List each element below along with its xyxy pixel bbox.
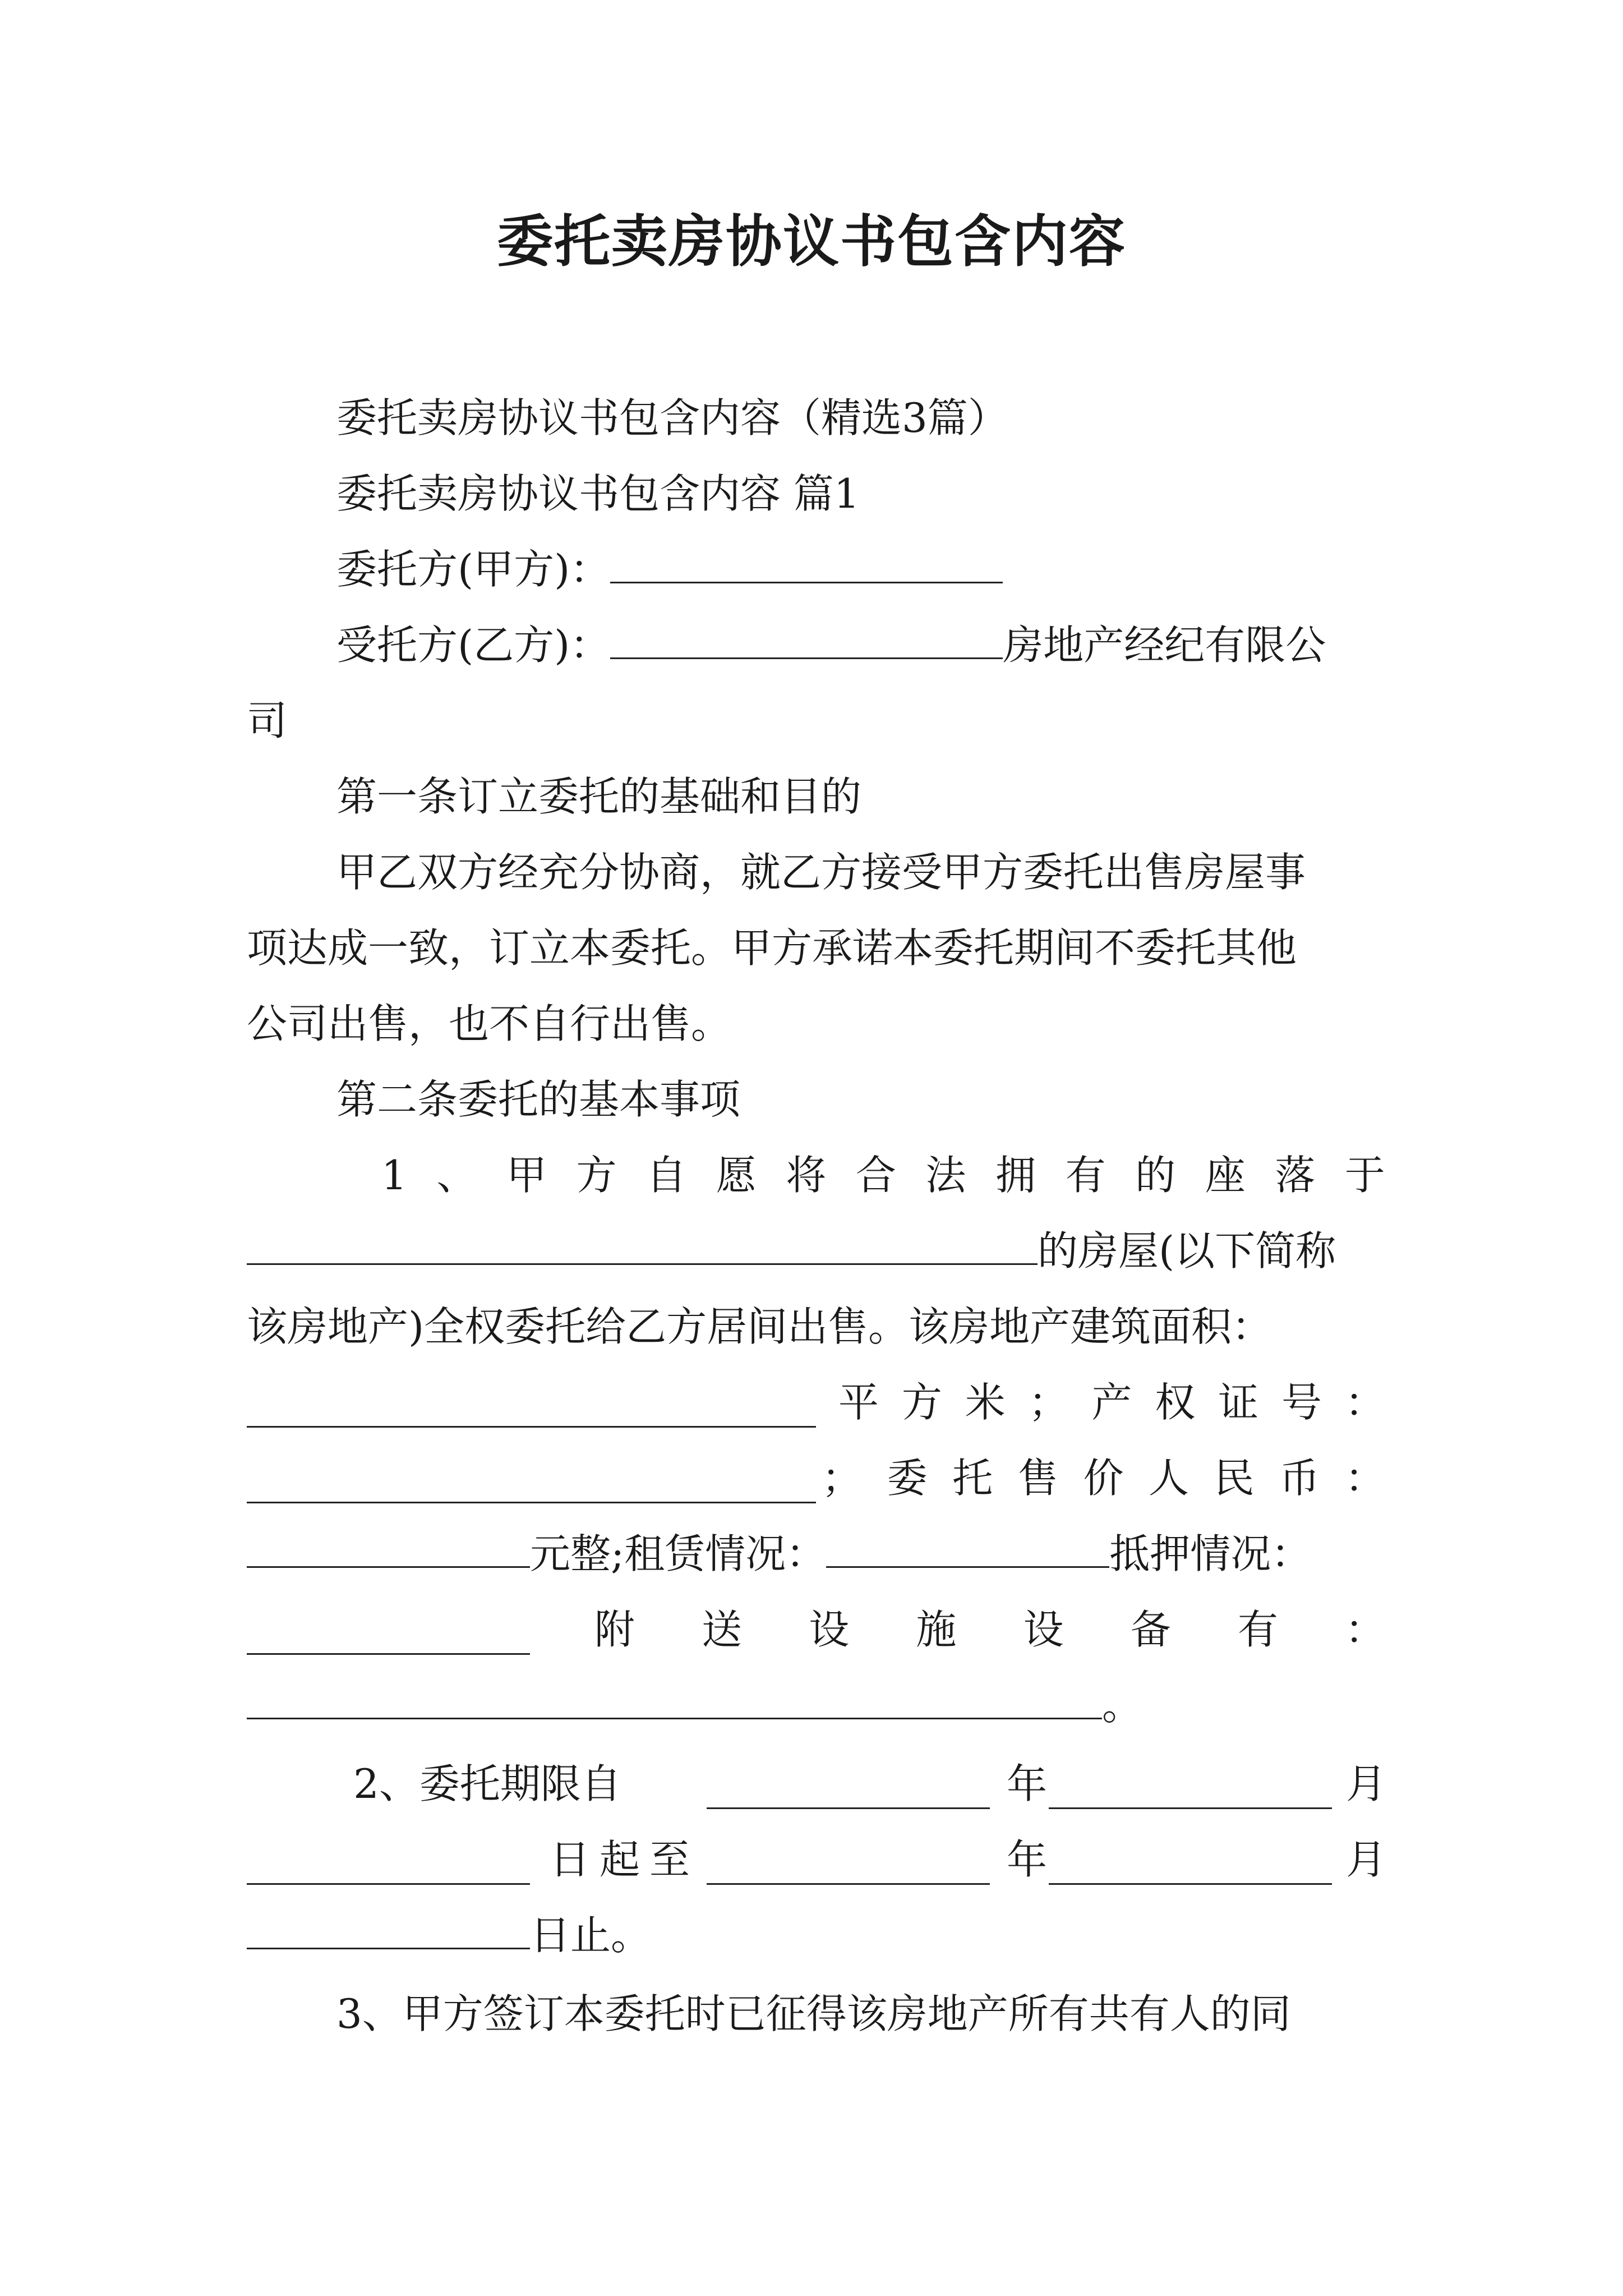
item1-char: 落 bbox=[1275, 1152, 1316, 1199]
item2-char: 、 bbox=[379, 1760, 419, 1807]
from-to-char: 起 bbox=[599, 1836, 640, 1883]
item1-line1 bbox=[381, 1147, 1385, 1203]
start-year-blank bbox=[707, 1767, 990, 1809]
lease-blank bbox=[826, 1526, 1109, 1568]
party-b-label: 受托方(乙方)： bbox=[336, 622, 611, 669]
document-title: 委托卖房协议书包含内容 bbox=[497, 208, 1126, 274]
item1-char: 于 bbox=[1344, 1152, 1385, 1199]
end-year-blank bbox=[707, 1843, 990, 1885]
item1-house: 的房屋(以下简称 bbox=[1038, 1227, 1336, 1274]
equip-char: ： bbox=[1344, 1606, 1385, 1653]
item2-char: 2 bbox=[353, 1760, 379, 1807]
equip-char: 施 bbox=[916, 1606, 957, 1653]
area-char: 方 bbox=[901, 1379, 942, 1426]
start-month-blank bbox=[1049, 1767, 1332, 1809]
end-month-blank bbox=[1049, 1843, 1332, 1885]
from-to-char: 日 bbox=[550, 1836, 591, 1883]
equipment-blank bbox=[247, 1677, 1102, 1719]
party-b-blank bbox=[610, 617, 1003, 659]
party-b-line bbox=[336, 617, 1385, 673]
price-char: 民 bbox=[1214, 1455, 1255, 1502]
item2-char: 自 bbox=[580, 1760, 621, 1807]
article1-line2: 项达成一致，订立本委托。甲方承诺本委托期间不委托其他 bbox=[247, 924, 1297, 972]
item1-char: 合 bbox=[855, 1152, 896, 1199]
item1-char: 的 bbox=[1135, 1152, 1176, 1199]
price-char: 售 bbox=[1017, 1455, 1058, 1502]
article1-line1: 甲乙双方经充分协商，就乙方接受甲方委托出售房屋事 bbox=[336, 849, 1306, 896]
equip-char: 有 bbox=[1237, 1606, 1278, 1653]
item1-char: 自 bbox=[646, 1152, 687, 1199]
address-blank bbox=[247, 1223, 1038, 1265]
cert-blank bbox=[247, 1461, 816, 1503]
item1-line2 bbox=[247, 1223, 1385, 1279]
mortgage-blank bbox=[247, 1613, 530, 1655]
party-b-wrap: 司 bbox=[247, 697, 288, 744]
item1-char: 有 bbox=[1065, 1152, 1106, 1199]
equip-char: 附 bbox=[594, 1606, 635, 1653]
area-blank bbox=[247, 1386, 816, 1428]
price-char: 委 bbox=[887, 1455, 928, 1502]
item1-mortgage: 抵押情况： bbox=[1109, 1530, 1312, 1577]
party-a-line bbox=[336, 541, 1385, 597]
subtitle: 委托卖房协议书包含内容（精选3篇） bbox=[336, 394, 1008, 441]
equip-char: 设 bbox=[809, 1606, 850, 1653]
item1-char: 拥 bbox=[995, 1152, 1036, 1199]
article1-title: 第一条订立委托的基础和目的 bbox=[336, 773, 862, 820]
equip-char: 送 bbox=[702, 1606, 743, 1653]
end-day-blank bbox=[247, 1907, 530, 1949]
area-char: 产 bbox=[1091, 1379, 1132, 1426]
item2-char: 委 bbox=[419, 1760, 460, 1807]
start-day-blank bbox=[247, 1843, 530, 1885]
item1-char: 将 bbox=[786, 1152, 827, 1199]
year-label: 年 bbox=[1007, 1836, 1048, 1883]
equip-char: 设 bbox=[1023, 1606, 1064, 1653]
article2-title: 第二条委托的基本事项 bbox=[336, 1076, 741, 1123]
area-char: ； bbox=[1028, 1379, 1069, 1426]
party-b-suffix: 房地产经纪有限公 bbox=[1003, 622, 1326, 669]
price-char: 人 bbox=[1149, 1455, 1189, 1502]
price-char: 币 bbox=[1279, 1455, 1320, 1502]
item1-char: 愿 bbox=[716, 1152, 757, 1199]
item2-char: 托 bbox=[459, 1760, 500, 1807]
party-a-label: 委托方(甲方)： bbox=[336, 546, 611, 593]
month-label: 月 bbox=[1346, 1836, 1387, 1883]
item1-char: 法 bbox=[925, 1152, 966, 1199]
item1-yuan: 元整;租赁情况： bbox=[530, 1530, 827, 1577]
price-blank bbox=[247, 1526, 530, 1568]
party-a-blank bbox=[610, 541, 1003, 583]
from-to-char: 至 bbox=[649, 1836, 690, 1883]
item1-end: 。 bbox=[1102, 1682, 1143, 1729]
item1-line6 bbox=[247, 1526, 1385, 1582]
item3-line1: 3、甲方签订本委托时已征得该房地产所有共有人的同 bbox=[336, 1990, 1291, 2037]
item1-char: 、 bbox=[436, 1152, 477, 1199]
price-char: 托 bbox=[952, 1455, 993, 1502]
area-char: 权 bbox=[1155, 1379, 1196, 1426]
area-char: 号 bbox=[1281, 1379, 1322, 1426]
price-char: ： bbox=[1344, 1455, 1385, 1502]
section-heading: 委托卖房协议书包含内容 篇1 bbox=[336, 470, 860, 517]
equip-char: 备 bbox=[1130, 1606, 1171, 1653]
area-char: 平 bbox=[838, 1379, 879, 1426]
item1-line3: 该房地产)全权委托给乙方居间出售。该房地产建筑面积： bbox=[247, 1303, 1272, 1350]
item1-line8 bbox=[247, 1677, 1385, 1733]
item2-char: 限 bbox=[540, 1760, 581, 1807]
month-label: 月 bbox=[1346, 1760, 1387, 1807]
price-char: 价 bbox=[1083, 1455, 1124, 1502]
area-char: ： bbox=[1344, 1379, 1385, 1426]
area-char: 证 bbox=[1218, 1379, 1259, 1426]
article1-line3: 公司出售，也不自行出售。 bbox=[247, 1000, 732, 1047]
item1-char: 座 bbox=[1205, 1152, 1246, 1199]
item2-line3 bbox=[247, 1907, 1385, 1963]
price-char: ； bbox=[822, 1455, 863, 1502]
item1-char: 1 bbox=[381, 1152, 407, 1199]
item1-char: 甲 bbox=[506, 1152, 547, 1199]
year-label: 年 bbox=[1007, 1760, 1048, 1807]
item2-end: 日止。 bbox=[530, 1912, 652, 1959]
item2-char: 期 bbox=[500, 1760, 541, 1807]
area-char: 米 bbox=[965, 1379, 1006, 1426]
item1-char: 方 bbox=[576, 1152, 617, 1199]
